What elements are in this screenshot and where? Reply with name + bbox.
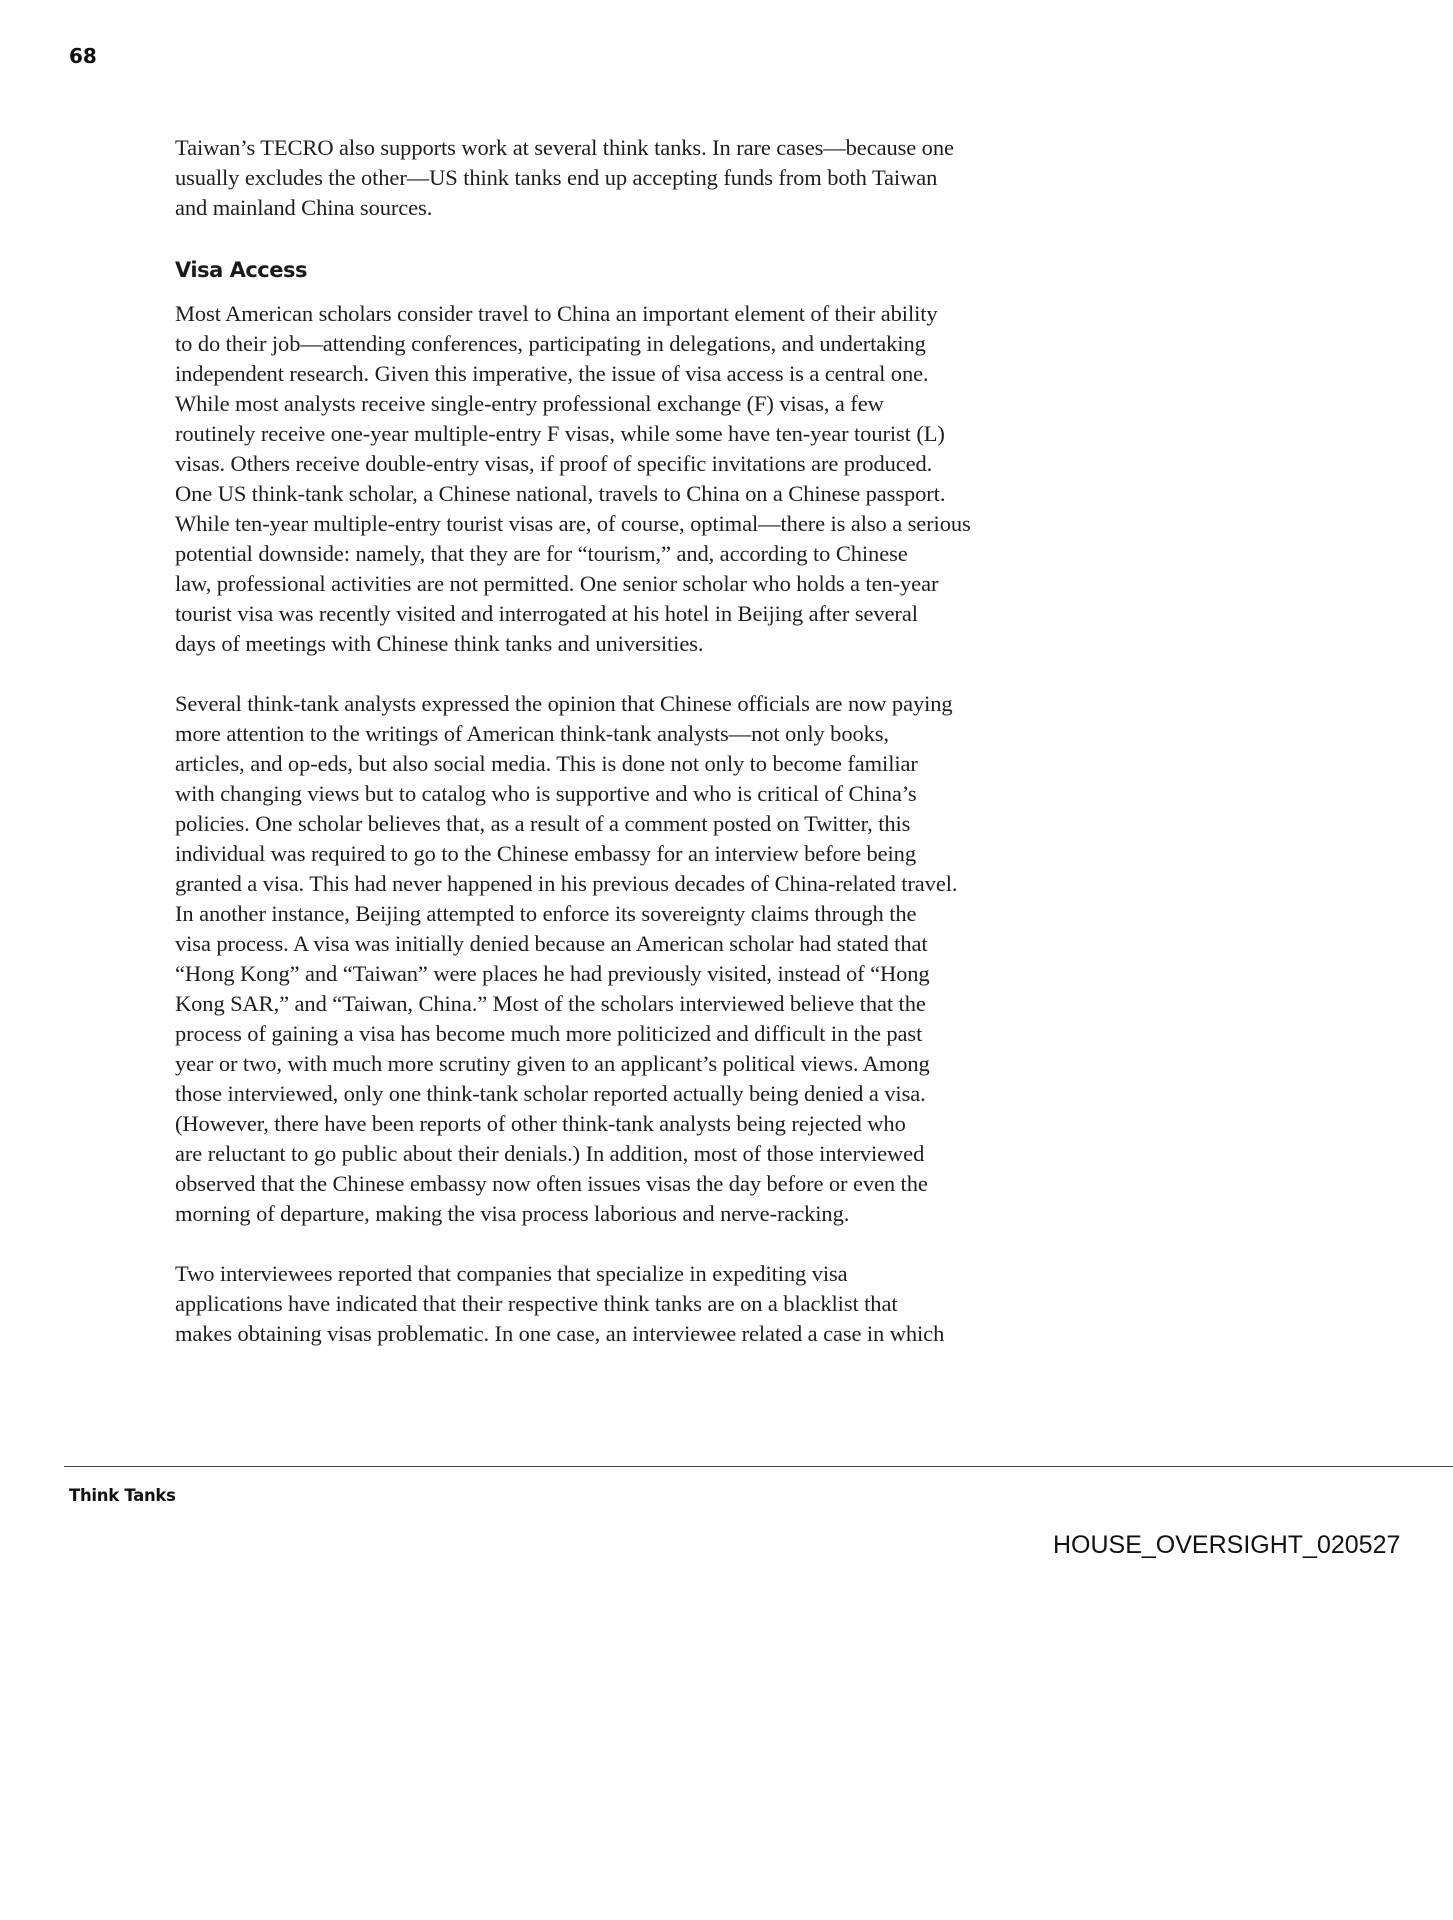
text-line: visas. Others receive double-entry visas, if proof of specific invitations are produced. bbox=[175, 451, 933, 476]
text-line: days of meetings with Chinese think tanks and universities. bbox=[175, 631, 704, 656]
footer-divider bbox=[64, 1466, 1453, 1467]
text-line: (However, there have been reports of other think-tank analysts being rejected who bbox=[175, 1111, 906, 1136]
text-line: applications have indicated that their respective think tanks are on a blacklist that bbox=[175, 1291, 898, 1316]
text-line: usually excludes the other—US think tanks end up accepting funds from both Taiwan bbox=[175, 165, 938, 190]
text-line: tourist visa was recently visited and interrogated at his hotel in Beijing after several bbox=[175, 601, 918, 626]
footer-title: Think Tanks bbox=[69, 1486, 176, 1505]
text-line: independent research. Given this imperative, the issue of visa access is a central one. bbox=[175, 361, 929, 386]
text-line: law, professional activities are not permitted. One senior scholar who holds a ten-year bbox=[175, 571, 939, 596]
text-line: granted a visa. This had never happened in his previous decades of China-related travel. bbox=[175, 871, 958, 896]
text-line: with changing views but to catalog who is supportive and who is critical of China’s bbox=[175, 781, 917, 806]
text-line: Kong SAR,” and “Taiwan, China.” Most of the scholars interviewed believe that the bbox=[175, 991, 926, 1016]
text-line: Most American scholars consider travel to China an important element of their ability bbox=[175, 301, 938, 326]
text-line: process of gaining a visa has become much more politicized and difficult in the past bbox=[175, 1021, 923, 1046]
text-line: are reluctant to go public about their denials.) In addition, most of those interviewed bbox=[175, 1141, 925, 1166]
paragraph bbox=[175, 299, 1185, 659]
text-line: One US think-tank scholar, a Chinese national, travels to China on a Chinese passport. bbox=[175, 481, 946, 506]
text-line: Taiwan’s TECRO also supports work at several think tanks. In rare cases—because one bbox=[175, 135, 954, 160]
text-line: makes obtaining visas problematic. In one case, an interviewee related a case in which bbox=[175, 1321, 945, 1346]
text-line: visa process. A visa was initially denied because an American scholar had stated that bbox=[175, 931, 928, 956]
paragraph bbox=[175, 689, 1185, 1229]
text-line: routinely receive one-year multiple-entry F visas, while some have ten-year tourist (L) bbox=[175, 421, 945, 446]
text-line: In another instance, Beijing attempted to enforce its sovereignty claims through the bbox=[175, 901, 917, 926]
intro-paragraph bbox=[175, 133, 1185, 223]
text-line: articles, and op-eds, but also social media. This is done not only to become familiar bbox=[175, 751, 918, 776]
text-line: those interviewed, only one think-tank scholar reported actually being denied a visa. bbox=[175, 1081, 926, 1106]
page-number: 68 bbox=[69, 44, 97, 68]
text-line: observed that the Chinese embassy now often issues visas the day before or even the bbox=[175, 1171, 928, 1196]
text-line: “Hong Kong” and “Taiwan” were places he had previously visited, instead of “Hong bbox=[175, 961, 930, 986]
text-line: individual was required to go to the Chinese embassy for an interview before being bbox=[175, 841, 916, 866]
text-line: policies. One scholar believes that, as a result of a comment posted on Twitter, this bbox=[175, 811, 911, 836]
text-line: Several think-tank analysts expressed the opinion that Chinese officials are now paying bbox=[175, 691, 953, 716]
section-heading: Visa Access bbox=[175, 258, 307, 282]
text-line: and mainland China sources. bbox=[175, 195, 433, 220]
text-line: potential downside: namely, that they are for “tourism,” and, according to Chinese bbox=[175, 541, 908, 566]
text-line: more attention to the writings of American think-tank analysts—not only books, bbox=[175, 721, 889, 746]
body-text bbox=[175, 133, 1185, 1349]
text-line: morning of departure, making the visa process laborious and nerve-racking. bbox=[175, 1201, 850, 1226]
text-line: While ten-year multiple-entry tourist visas are, of course, optimal—there is also a serious bbox=[175, 511, 971, 536]
bates-stamp: HOUSE_OVERSIGHT_020527 bbox=[1053, 1531, 1401, 1559]
paragraph bbox=[175, 1259, 1185, 1349]
text-line: year or two, with much more scrutiny given to an applicant’s political views. Among bbox=[175, 1051, 930, 1076]
text-line: While most analysts receive single-entry professional exchange (F) visas, a few bbox=[175, 391, 884, 416]
text-line: Two interviewees reported that companies that specialize in expediting visa bbox=[175, 1261, 848, 1286]
text-line: to do their job—attending conferences, participating in delegations, and undertaking bbox=[175, 331, 926, 356]
